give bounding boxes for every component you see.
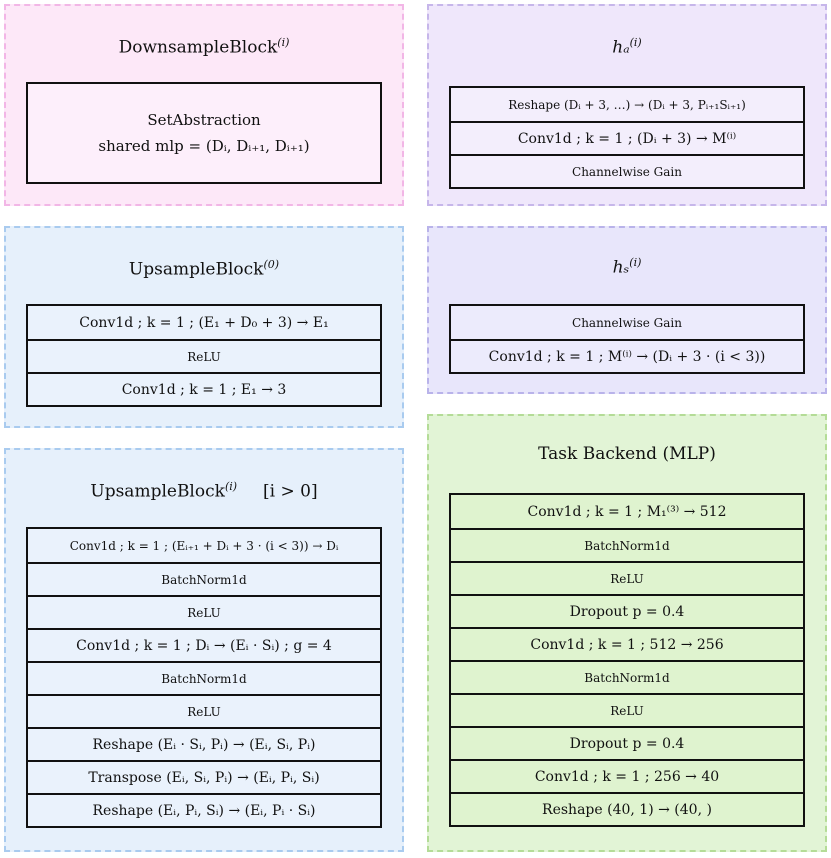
hs-title: [429, 256, 825, 278]
hs-title-text: hₛ: [612, 257, 630, 278]
ha-row-gain: Channelwise Gain: [451, 154, 803, 187]
upi-title-condition: [i > 0]: [263, 481, 318, 502]
up0-row-conv1d-a: Conv1d ; k = 1 ; (E₁ + D₀ + 3) → E₁: [79, 314, 329, 331]
hs-row-gain: Channelwise Gain: [572, 315, 682, 330]
task-backend-title: Task Backend (MLP): [538, 444, 716, 464]
hs-panel: [427, 226, 827, 394]
upi-row-relu-b: ReLU: [28, 694, 380, 727]
upi-row-transpose: Transpose (Eᵢ, Sᵢ, Pᵢ) → (Eᵢ, Pᵢ, Sᵢ): [28, 760, 380, 793]
task-row-reshape: Reshape (40, 1) → (40, ): [451, 792, 803, 825]
up0-row-relu: ReLU: [28, 339, 380, 372]
upi-row-reshape-a: Reshape (Eᵢ · Sᵢ, Pᵢ) → (Eᵢ, Sᵢ, Pᵢ): [28, 727, 380, 760]
task-row-relu-b: ReLU: [451, 693, 803, 726]
upi-title-text: UpsampleBlock: [90, 481, 225, 502]
upsample-block-0-title: [6, 258, 402, 280]
task-row-batchnorm-a: BatchNorm1d: [451, 528, 803, 561]
ha-panel: [427, 4, 827, 206]
task-row-conv1d-c: Conv1d ; k = 1 ; 256 → 40: [451, 759, 803, 792]
task-row-relu-a: ReLU: [451, 561, 803, 594]
ha-title: [429, 36, 825, 58]
upsample-block-0-panel: [4, 226, 404, 428]
task-row-dropout-b: Dropout p = 0.4: [451, 726, 803, 759]
upsample-block-i-title: [6, 480, 402, 502]
task-row-conv1d-b: Conv1d ; k = 1 ; 512 → 256: [451, 627, 803, 660]
task-row-conv1d-a: Conv1d ; k = 1 ; M₁⁽³⁾ → 512: [527, 503, 727, 520]
up0-row-conv1d-b: Conv1d ; k = 1 ; E₁ → 3: [28, 372, 380, 405]
upsample-block-i-panel: [4, 448, 404, 852]
downsample-block-title: [6, 36, 402, 58]
ha-layer-stack: [449, 86, 805, 189]
upi-layer-stack: [26, 527, 382, 828]
downsample-title-text: DownsampleBlock: [118, 37, 278, 58]
ha-row-reshape: Reshape (Dᵢ + 3, …) → (Dᵢ + 3, Pᵢ₊₁Sᵢ₊₁): [508, 97, 746, 112]
hs-title-sup: (i): [629, 256, 642, 269]
upi-title-sup: (i): [224, 480, 238, 493]
hs-row-conv1d: Conv1d ; k = 1 ; M⁽ⁱ⁾ → (Dᵢ + 3 · (i < 3)): [451, 339, 803, 372]
set-abstraction-label: SetAbstraction: [147, 111, 261, 129]
upi-row-batchnorm-a: BatchNorm1d: [28, 562, 380, 595]
up0-layer-stack: [26, 304, 382, 407]
downsample-block-panel: [4, 4, 404, 206]
ha-row-conv1d: Conv1d ; k = 1 ; (Dᵢ + 3) → M⁽ⁱ⁾: [451, 121, 803, 154]
ha-title-sup: (i): [629, 36, 642, 49]
upi-row-conv1d-b: Conv1d ; k = 1 ; Dᵢ → (Eᵢ · Sᵢ) ; g = 4: [28, 628, 380, 661]
up0-title-sup: (0): [263, 258, 280, 271]
hs-layer-stack: [449, 304, 805, 374]
upi-row-relu-a: ReLU: [28, 595, 380, 628]
task-backend-panel: [427, 414, 827, 852]
set-abstraction-box: [26, 82, 382, 184]
upi-row-conv1d-a: Conv1d ; k = 1 ; (Eᵢ₊₁ + Dᵢ + 3 · (i < 3)) → Dᵢ: [69, 538, 339, 553]
shared-mlp-label: shared mlp = (Dᵢ, Dᵢ₊₁, Dᵢ₊₁): [98, 137, 310, 155]
task-row-batchnorm-b: BatchNorm1d: [451, 660, 803, 693]
task-row-dropout-a: Dropout p = 0.4: [451, 594, 803, 627]
up0-title-text: UpsampleBlock: [128, 259, 264, 280]
upi-row-reshape-b: Reshape (Eᵢ, Pᵢ, Sᵢ) → (Eᵢ, Pᵢ · Sᵢ): [28, 793, 380, 826]
task-layer-stack: [449, 493, 805, 827]
downsample-title-sup: (i): [277, 36, 290, 49]
ha-title-text: hₐ: [612, 37, 630, 58]
upi-row-batchnorm-b: BatchNorm1d: [28, 661, 380, 694]
